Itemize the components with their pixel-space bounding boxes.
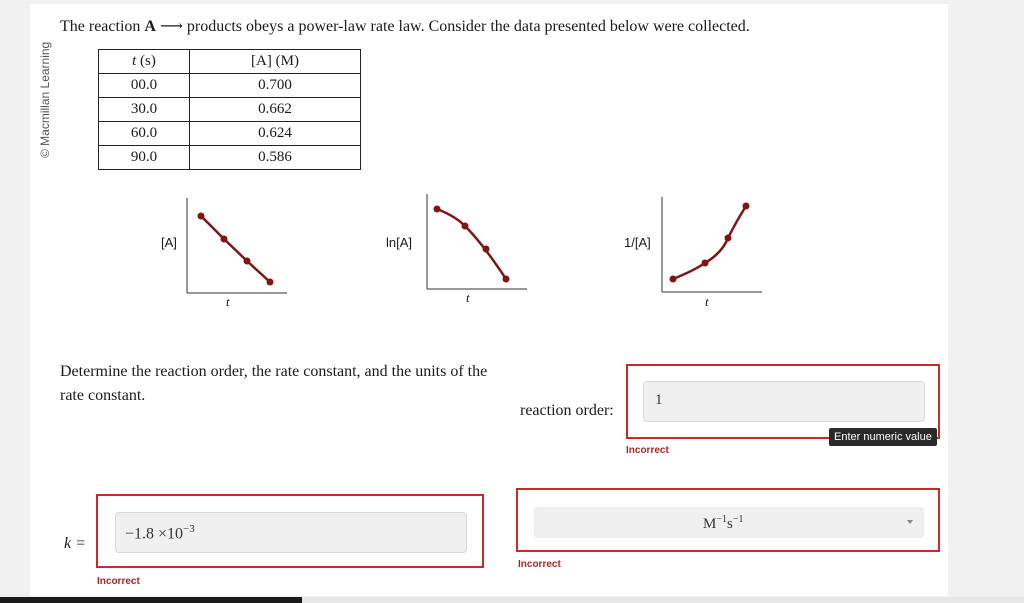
table-cell: 0.662	[190, 98, 361, 122]
table-cell: 60.0	[99, 122, 190, 146]
data-point	[483, 246, 490, 253]
table-cell: 0.586	[190, 146, 361, 170]
units-value	[703, 514, 743, 533]
k-answer-box	[96, 494, 484, 568]
table-cell: 90.0	[99, 146, 190, 170]
data-line	[201, 216, 270, 282]
graph-ln-ylabel: ln[A]	[386, 235, 413, 250]
copyright-text: © Macmillan Learning	[38, 41, 52, 158]
table-cell: 0.700	[190, 74, 361, 98]
k-mantissa: −1.8 ×10	[125, 525, 184, 543]
data-point	[434, 206, 441, 213]
data-point	[462, 223, 469, 230]
intro-text-2: products obeys a power-law rate law. Consider the data presented below were collected.	[186, 18, 750, 35]
k-input[interactable]	[115, 512, 467, 553]
reaction-arrow: ⟶	[155, 18, 187, 35]
units-base-2: s	[726, 516, 733, 532]
data-point	[670, 276, 677, 283]
intro-text-1: The reaction	[60, 18, 145, 35]
table-row	[99, 146, 361, 170]
reactant-label: A	[144, 18, 156, 35]
units-answer-box	[516, 488, 940, 552]
table-cell: 00.0	[99, 74, 190, 98]
table-row	[99, 98, 361, 122]
data-point	[221, 236, 228, 243]
data-point	[725, 235, 732, 242]
graph-ln-xlabel: t	[466, 290, 470, 305]
reaction-order-input[interactable]	[643, 381, 925, 422]
data-point	[743, 203, 750, 210]
enter-numeric-hint: Enter numeric value	[829, 428, 937, 446]
graph-inv-xlabel: t	[705, 294, 709, 309]
units-status: Incorrect	[518, 559, 561, 570]
graph-a-ylabel: [A]	[161, 235, 177, 250]
progress-bar-fill	[0, 597, 302, 603]
data-curve	[437, 209, 506, 279]
question-intro	[60, 16, 750, 36]
graph-ln-plot	[425, 192, 530, 292]
table-row	[99, 74, 361, 98]
data-point	[198, 213, 205, 220]
reaction-order-status: Incorrect	[626, 445, 669, 456]
table-header-conc: [A] (M)	[190, 50, 361, 74]
data-curve	[673, 206, 746, 279]
reaction-order-label: reaction order:	[520, 402, 614, 419]
units-exp-1: −1	[716, 514, 727, 525]
question-prompt: Determine the reaction order, the rate constant, and the units of the rate constant.	[60, 363, 488, 404]
graph-a-plot	[185, 196, 290, 296]
data-point	[267, 279, 274, 286]
k-value	[125, 523, 195, 543]
table-header-row	[99, 50, 361, 74]
table-cell: 30.0	[99, 98, 190, 122]
k-status: Incorrect	[97, 576, 140, 587]
units-select[interactable]	[534, 507, 924, 538]
data-point	[702, 260, 709, 267]
graph-inv-plot	[660, 195, 765, 295]
data-table	[98, 49, 361, 170]
data-point	[244, 258, 251, 265]
graph-inv-ylabel: 1/[A]	[624, 235, 651, 250]
table-header-time: t (s)	[99, 50, 190, 74]
units-base-1: M	[703, 516, 717, 532]
chevron-down-icon[interactable]	[907, 520, 913, 524]
progress-bar	[0, 597, 1024, 603]
data-point	[503, 276, 510, 283]
units-exp-2: −1	[732, 514, 744, 525]
k-exponent: −3	[183, 523, 195, 535]
reaction-order-value: 1	[655, 392, 663, 408]
time-symbol: t	[132, 53, 137, 69]
k-label: k =	[64, 535, 86, 552]
table-row	[99, 122, 361, 146]
table-cell: 0.624	[190, 122, 361, 146]
graph-a-xlabel: t	[226, 294, 230, 309]
